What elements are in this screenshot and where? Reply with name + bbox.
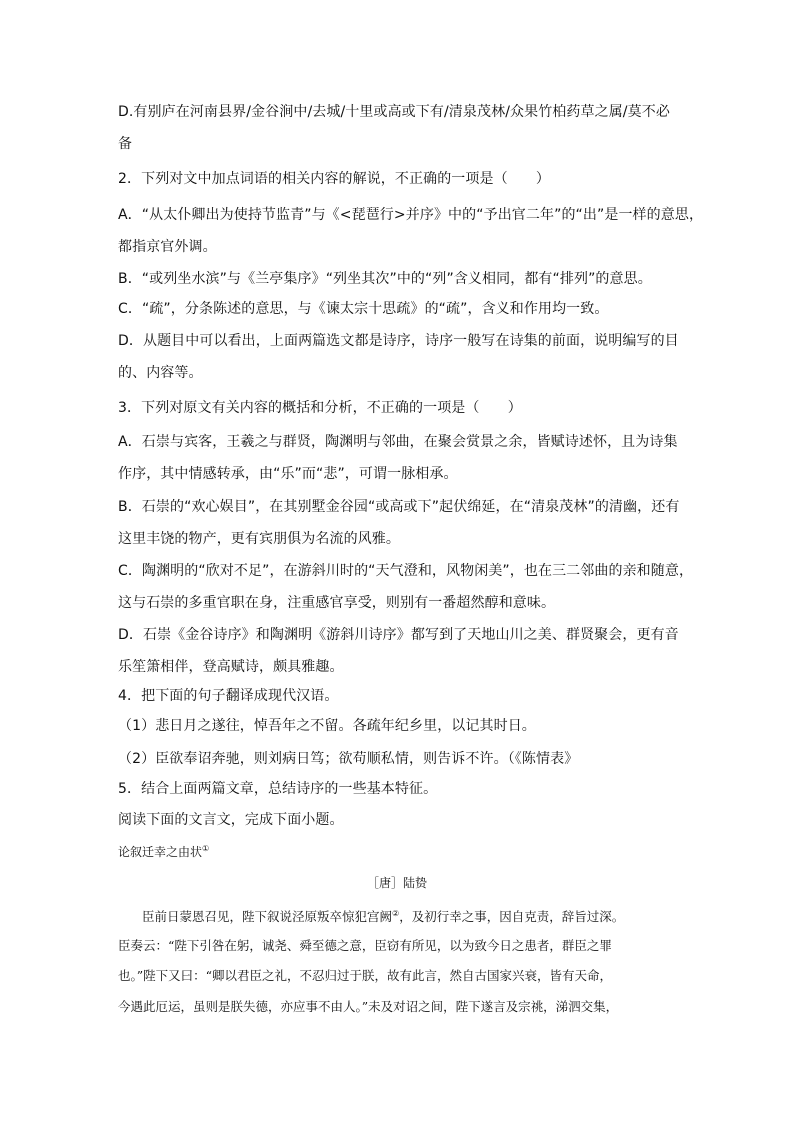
reading-instruction: 阅读下面的文言文，完成下面小题。	[118, 812, 344, 828]
question-3-option-b-line-2: 这里丰饶的物产，更有宾朋俱为名流的风雅。	[118, 531, 400, 547]
option-d-line-1: D.有别庐在河南县界/金谷涧中/去城/十里或高或下有/清泉茂林/众果竹柏药草之属/莫不必	[118, 104, 670, 120]
passage-text: 臣前日蒙恩召见，陛下叙说泾原叛卒惊犯宫阙	[142, 909, 393, 925]
question-2-stem: 2．下列对文中加点词语的相关内容的解说，不正确的一项是（ ）	[118, 171, 551, 187]
passage-line	[118, 905, 678, 926]
question-2-option-d-line-2: 的、内容等。	[118, 365, 203, 381]
passage-line	[118, 937, 678, 955]
question-5-stem: 5．结合上面两篇文章，总结诗序的一些基本特征。	[118, 781, 438, 797]
passage-title	[118, 841, 209, 860]
passage-text: ，及初行幸之事，因自克责，辞旨过深。	[399, 909, 625, 925]
footnote-marker: ②	[392, 909, 400, 918]
question-4-stem: 4．把下面的句子翻译成现代汉语。	[118, 688, 339, 704]
footnote-marker: ①	[202, 844, 210, 853]
question-3-option-c-line-2: 这与石崇的多重官职在身，注重感官享受，则别有一番超然醇和意味。	[118, 595, 556, 611]
question-2-option-d-line-1: D．从题目中可以看出，上面两篇选文都是诗序，诗序一般写在诗集的前面，说明编写的目	[118, 333, 679, 349]
question-3-option-d-line-2: 乐笙箫相伴，登高赋诗，颇具雅趣。	[118, 659, 344, 675]
passage-line	[118, 998, 678, 1016]
question-2-option-c: C．“疏”，分条陈述的意思，与《谏太宗十思疏》的“疏”，含义和作用均一致。	[118, 301, 609, 317]
passage-title-text: 论叙迁幸之由状	[118, 845, 203, 859]
question-2-option-a-line-2: 都指京官外调。	[118, 239, 217, 255]
question-3-option-d-line-1: D．石崇《金谷诗序》和陶渊明《游斜川诗序》都写到了天地山川之美、群贤聚会，更有音	[118, 627, 679, 643]
question-3-stem: 3．下列对原文有关内容的概括和分析，不正确的一项是（ ）	[118, 400, 522, 416]
question-3-option-a-line-2: 作序，其中情感转承，由“乐”而“悲”，可谓一脉相承。	[118, 466, 458, 482]
passage-text: 臣奏云：“陛下引咎在躬，诚尧、舜至德之意，臣窃有所见，以为致今日之患者，群臣之罪	[118, 938, 612, 953]
question-3-option-b-line-1: B．石崇的“欢心娱目”，在其别墅金谷园“或高或下”起伏绵延，在“清泉茂林”的清幽，还有	[118, 499, 680, 515]
question-4-item-1: （1）悲日月之遂往，悼吾年之不留。各疏年纪乡里，以记其时日。	[118, 718, 536, 734]
question-4-item-2: （2）臣欲奉诏奔驰，则刘病日笃；欲苟顺私情，则告诉不许。（《陈情表》	[118, 751, 579, 767]
passage-line	[118, 967, 678, 985]
passage-text: 也。”陛下又曰：“卿以君臣之礼，不忍归过于朕，故有此言，然自古国家兴衰，皆有天命，	[118, 968, 613, 983]
question-3-option-c-line-1: C．陶渊明的“欣对不足”，在游斜川时的“天气澄和，风物闲美”，也在三二邻曲的亲和随意，	[118, 563, 694, 579]
question-2-option-b: B．“或列坐水滨”与《兰亭集序》“列坐其次”中的“列”含义相同，都有“排列”的意思。	[118, 271, 652, 287]
option-d-line-2: 备	[118, 136, 133, 152]
passage-author: ［唐］陆贽	[366, 876, 427, 890]
question-3-option-a-line-1: A．石崇与宾客，王羲之与群贤，陶渊明与邻曲，在聚会赏景之余，皆赋诗述怀，且为诗集	[118, 434, 678, 450]
passage-text: 今遇此厄运，虽则是朕失德，亦应事不由人。”未及对诏之间，陛下遂言及宗祧，涕泗交集，	[118, 999, 619, 1014]
question-2-option-a-line-1: A．“从太仆卿出为使持节监青”与《<琵琶行>并序》中的“予出官二年”的“出”是一样的意思，	[118, 207, 704, 223]
